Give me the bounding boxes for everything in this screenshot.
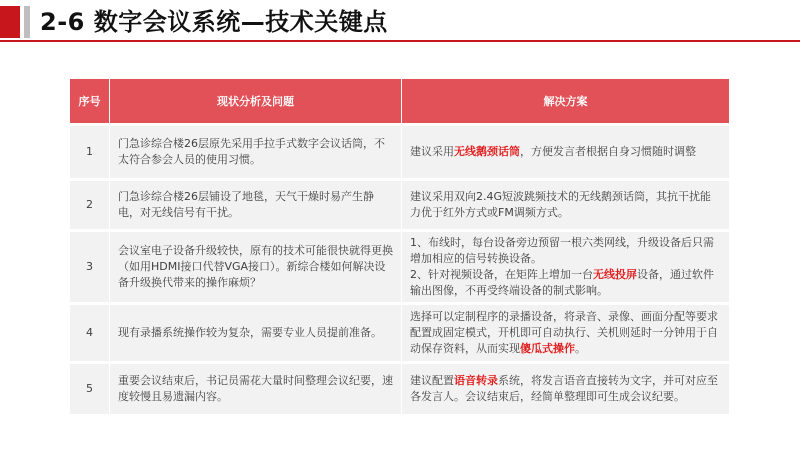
table-row: [70, 232, 729, 302]
row-solution: [402, 126, 729, 178]
solution-text: 设备，通过软件输出图像，不再受终端设备的制式影响。: [410, 268, 714, 297]
solution-text: 建议采用: [410, 145, 454, 158]
page-title: 2-6 数字会议系统—技术关键点: [40, 8, 388, 36]
title-bar: [0, 0, 800, 40]
table-row: [70, 181, 729, 229]
table-header-row: [70, 79, 729, 123]
row-index: 3: [70, 232, 110, 302]
row-solution: [402, 181, 729, 229]
row-solution: [402, 232, 729, 302]
row-index: 5: [70, 364, 110, 414]
header-problem: 现状分析及问题: [110, 79, 402, 123]
title-accent-red: [0, 6, 20, 38]
solution-text: ，方便发言者根据自身习惯随时调整: [520, 145, 696, 158]
header-index: 序号: [70, 79, 110, 123]
row-index: 1: [70, 126, 110, 178]
title-accent-gray: [24, 6, 30, 38]
header-solution: 解决方案: [402, 79, 729, 123]
solution-text: 。: [575, 342, 586, 355]
solution-text: 选择可以定制程序的录播设备，将录音、录像、画面分配等要求配置成固定模式，开机即可自动执行、关机则延时一分钟用于自动保存资料，从而实现: [410, 310, 718, 355]
solution-highlight: 无线投屏: [593, 268, 637, 281]
row-problem: 现有录播系统操作较为复杂，需要专业人员提前准备。: [110, 305, 402, 361]
solution-text: 建议采用双向2.4G短波跳频技术的无线鹅颈话筒，其抗干扰能力优于红外方式或FM调频方式。: [410, 190, 712, 219]
row-problem: 门急诊综合楼26层铺设了地毯，天气干燥时易产生静电，对无线信号有干扰。: [110, 181, 402, 229]
solution-text: 2、针对视频设备，在矩阵上增加一台: [410, 268, 593, 281]
solution-text: 系统，将发言语音直接转为文字，并可对应至各发言人。会议结束后，经简单整理即可生成会议纪要。: [410, 374, 718, 403]
table-row: [70, 364, 729, 414]
row-solution: [402, 305, 729, 361]
solution-highlight: 无线鹅颈话筒: [454, 145, 520, 158]
row-problem: 会议室电子设备升级较快，原有的技术可能很快就得更换（如用HDMI接口代替VGA接口）。新综合楼如何解决设备升级换代带来的操作麻烦？: [110, 232, 402, 302]
solution-highlight: 语音转录: [454, 374, 498, 387]
solution-highlight: 傻瓜式操作: [520, 342, 575, 355]
tech-points-table: [70, 76, 729, 417]
table-row: [70, 126, 729, 178]
title-divider: [0, 40, 800, 42]
table-row: [70, 305, 729, 361]
row-solution: [402, 364, 729, 414]
row-index: 4: [70, 305, 110, 361]
solution-text: 1、布线时，每台设备旁边预留一根六类网线，升级设备后只需增加相应的信号转换设备。: [410, 236, 714, 265]
row-problem: 重要会议结束后，书记员需花大量时间整理会议纪要，速度较慢且易遗漏内容。: [110, 364, 402, 414]
row-index: 2: [70, 181, 110, 229]
solution-text: 建议配置: [410, 374, 454, 387]
row-problem: 门急诊综合楼26层原先采用手拉手式数字会议话筒，不太符合参会人员的使用习惯。: [110, 126, 402, 178]
